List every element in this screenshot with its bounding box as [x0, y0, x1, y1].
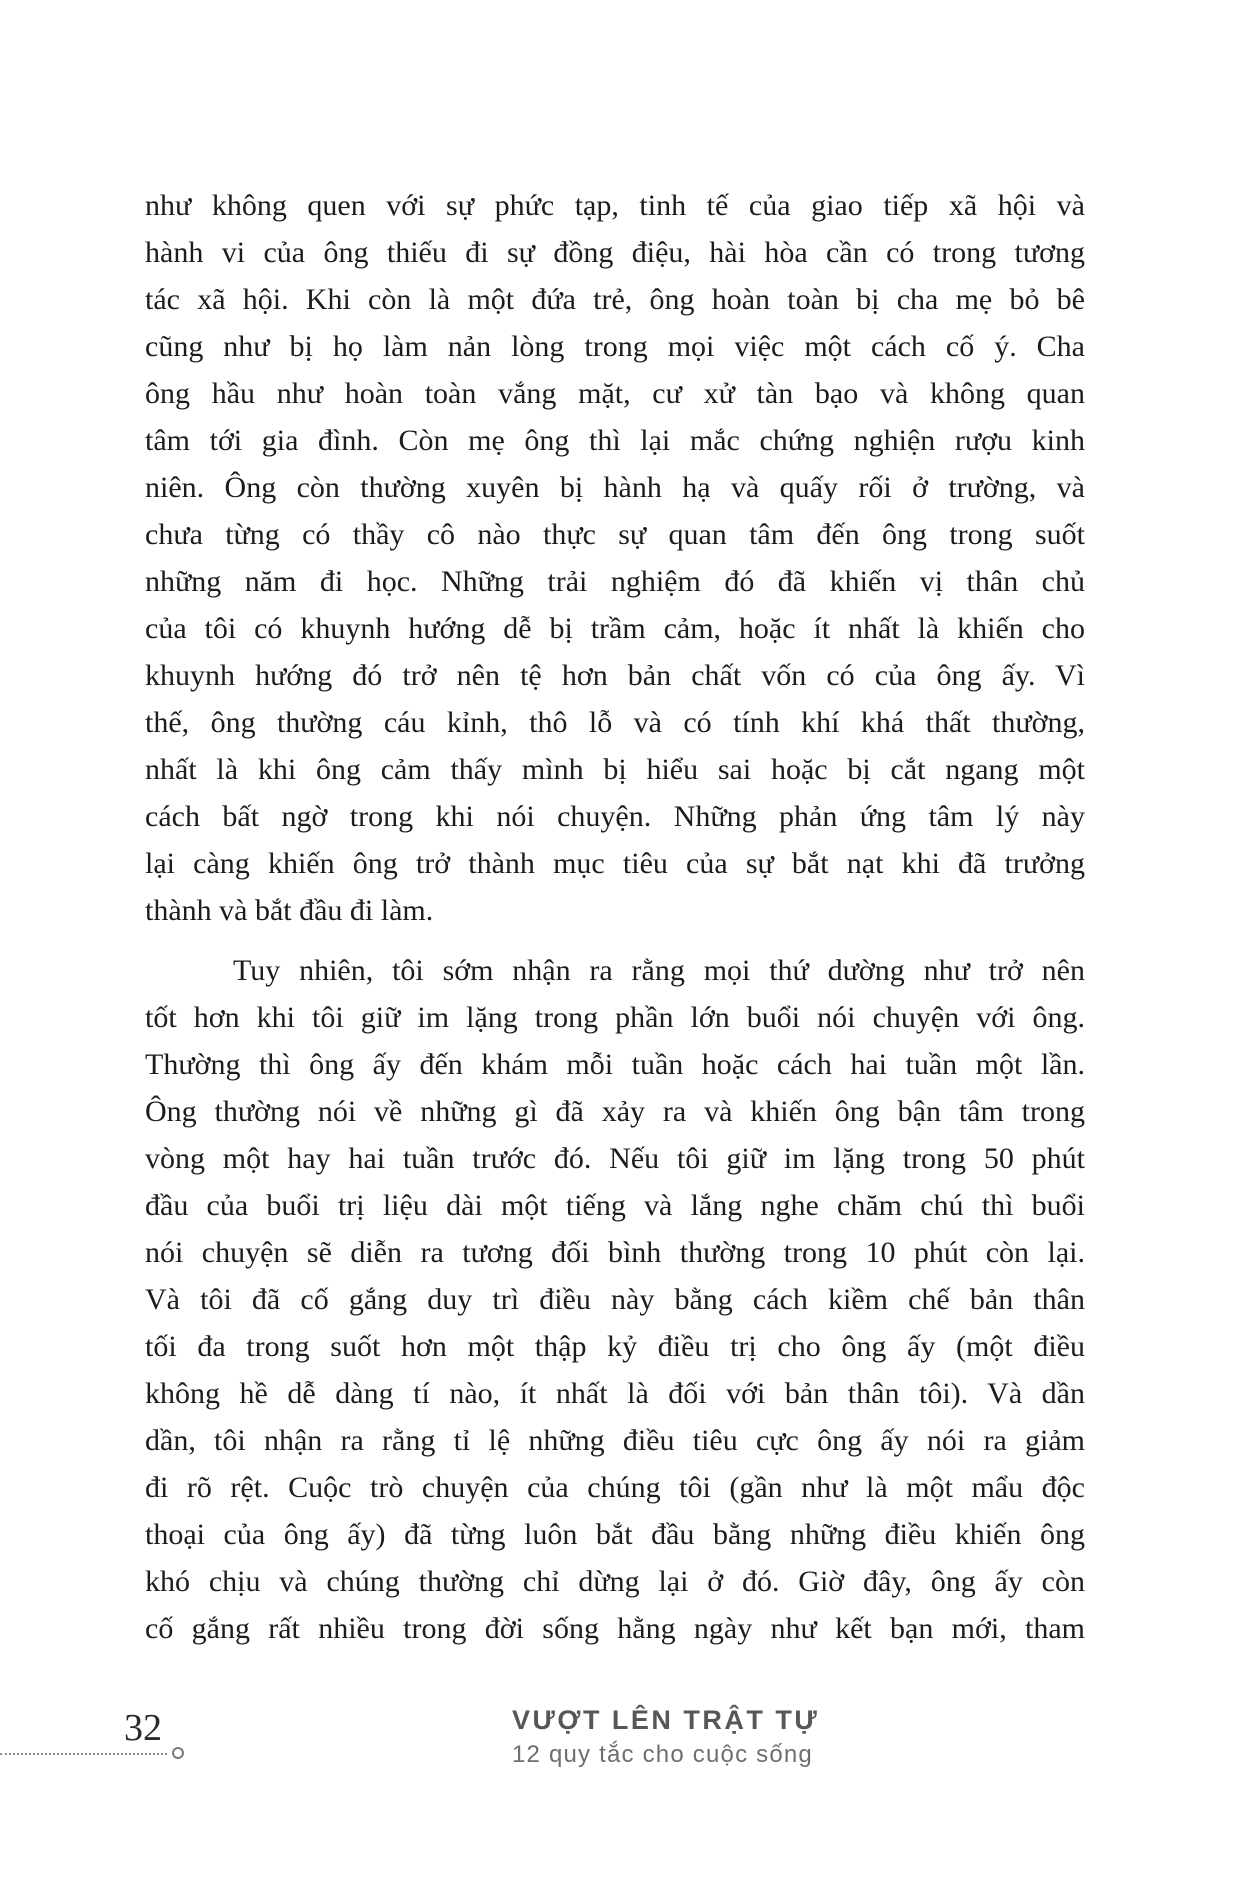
text-line: đầu của buổi trị liệu dài một tiếng và lắng nghe chăm chú thì buổi: [145, 1189, 1085, 1222]
text-line: tốt hơn khi tôi giữ im lặng trong phần lớn buổi nói chuyện với ông.: [145, 1001, 1085, 1034]
text-line: cố gắng rất nhiều trong đời sống hằng ngày như kết bạn mới, tham: [145, 1612, 1085, 1645]
text-line: không hề dễ dàng tí nào, ít nhất là đối với bản thân tôi). Và dần: [145, 1377, 1085, 1410]
text-line: khó chịu và chúng thường chỉ dừng lại ở đó. Giờ đây, ông ấy còn: [145, 1565, 1085, 1598]
body-text: [145, 182, 1085, 1652]
text-line: như không quen với sự phức tạp, tinh tế của giao tiếp xã hội và: [145, 189, 1085, 222]
text-line: thành và bắt đầu đi làm.: [145, 894, 434, 927]
text-line: chưa từng có thầy cô nào thực sự quan tâm đến ông trong suốt: [145, 518, 1085, 551]
dotted-leader-line: [0, 1753, 167, 1755]
text-line: hành vi của ông thiếu đi sự đồng điệu, hài hòa cần có trong tương: [145, 236, 1085, 269]
text-line: ông hầu như hoàn toàn vắng mặt, cư xử tàn bạo và không quan: [145, 377, 1085, 410]
text-line: cách bất ngờ trong khi nói chuyện. Những phản ứng tâm lý này: [145, 800, 1085, 833]
text-line: của tôi có khuynh hướng dễ bị trầm cảm, hoặc ít nhất là khiến cho: [145, 612, 1085, 645]
text-line: tối đa trong suốt hơn một thập kỷ điều trị cho ông ấy (một điều: [145, 1330, 1085, 1363]
text-line: cũng như bị họ làm nản lòng trong mọi việc một cách cố ý. Cha: [145, 330, 1085, 363]
text-line: tâm tới gia đình. Còn mẹ ông thì lại mắc chứng nghiện rượu kinh: [145, 424, 1085, 457]
leader-circle-ornament: [172, 1747, 184, 1759]
text-line: thoại của ông ấy) đã từng luôn bắt đầu bằng những điều khiến ông: [145, 1518, 1085, 1551]
text-line: niên. Ông còn thường xuyên bị hành hạ và quấy rối ở trường, và: [145, 471, 1085, 504]
paragraph: [145, 947, 1085, 1652]
text-line: dần, tôi nhận ra rằng tỉ lệ những điều tiêu cực ông ấy nói ra giảm: [145, 1424, 1085, 1457]
text-line: khuynh hướng đó trở nên tệ hơn bản chất vốn có của ông ấy. Vì: [145, 659, 1085, 692]
text-line: lại càng khiến ông trở thành mục tiêu của sự bắt nạt khi đã trưởng: [145, 847, 1085, 880]
text-line: Thường thì ông ấy đến khám mỗi tuần hoặc cách hai tuần một lần.: [145, 1048, 1085, 1081]
book-title: VƯỢT LÊN TRẬT TỰ: [512, 1705, 820, 1735]
text-line: tác xã hội. Khi còn là một đứa trẻ, ông hoàn toàn bị cha mẹ bỏ bê: [145, 283, 1085, 316]
text-line: đi rõ rệt. Cuộc trò chuyện của chúng tôi (gần như là một mẩu độc: [145, 1471, 1085, 1504]
text-line: thế, ông thường cáu kỉnh, thô lỗ và có tính khí khá thất thường,: [145, 706, 1085, 739]
text-line: Ông thường nói về những gì đã xảy ra và khiến ông bận tâm trong: [145, 1095, 1085, 1128]
running-footer: [512, 1705, 819, 1769]
text-line: Tuy nhiên, tôi sớm nhận ra rằng mọi thứ dường như trở nên: [233, 954, 1085, 987]
page-number: 32: [124, 1707, 162, 1749]
text-line: vòng một hay hai tuần trước đó. Nếu tôi giữ im lặng trong 50 phút: [145, 1142, 1085, 1175]
text-line: nhất là khi ông cảm thấy mình bị hiểu sai hoặc bị cắt ngang một: [145, 753, 1085, 786]
text-line: nói chuyện sẽ diễn ra tương đối bình thường trong 10 phút còn lại.: [145, 1236, 1085, 1269]
paragraph: [145, 182, 1085, 934]
book-subtitle: 12 quy tắc cho cuộc sống: [512, 1741, 813, 1768]
text-line: những năm đi học. Những trải nghiệm đó đã khiến vị thân chủ: [145, 565, 1085, 598]
text-line: Và tôi đã cố gắng duy trì điều này bằng cách kiềm chế bản thân: [145, 1283, 1085, 1316]
